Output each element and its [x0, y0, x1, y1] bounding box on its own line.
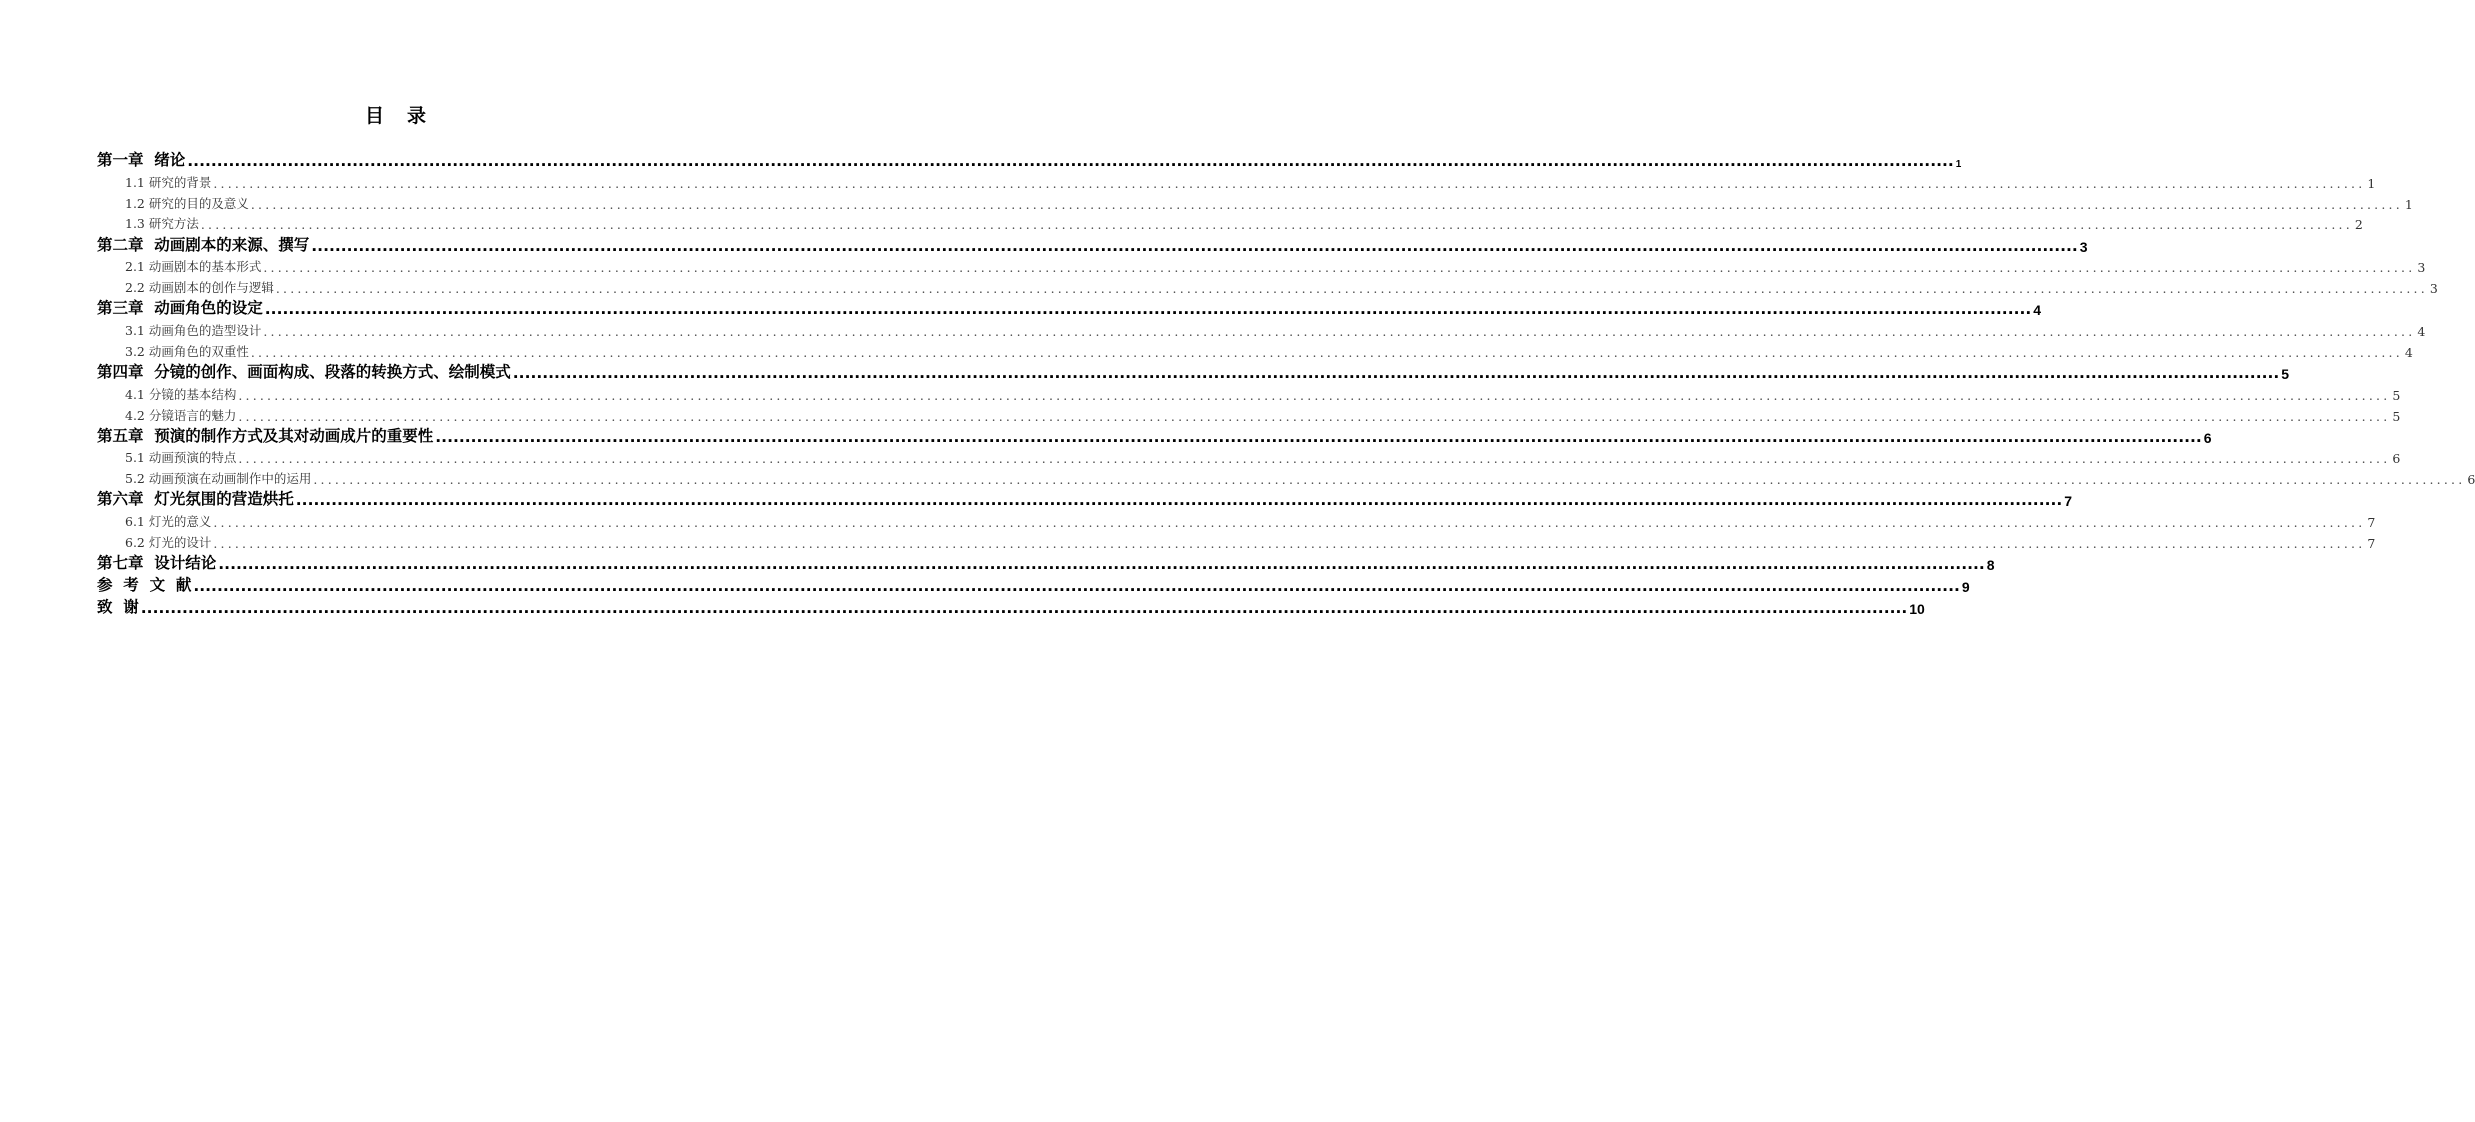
dot-leader: ............................................................................................................................................................................................................................................................................................................ [193, 577, 1960, 596]
toc-entry-label: 2.2 动画剧本的创作与逻辑 [125, 280, 274, 296]
toc-page-number: 6 [2467, 472, 2475, 488]
toc-chapter-entry[interactable] [97, 232, 2088, 255]
toc-section-entry[interactable] [97, 191, 2413, 212]
toc-page-number: 5 [2392, 408, 2401, 424]
toc-page-number: 7 [2064, 493, 2073, 510]
toc-entry-label: 5.1 动画预演的特点 [125, 450, 237, 466]
toc-entry-label: 第五章 预演的制作方式及其对动画成片的重要性 [97, 426, 434, 445]
toc-entry-label: 4.2 分镜语言的魅力 [125, 407, 237, 423]
dot-leader: ............................................................................................................................................................................................................................................................................................................ [200, 217, 2353, 233]
dot-leader: ............................................................................................................................................................................................................................................................................................................ [238, 408, 2391, 424]
toc-section-entry[interactable] [97, 212, 2363, 233]
toc-page-number: 6 [2392, 451, 2401, 467]
toc-section-entry[interactable] [97, 275, 2438, 297]
toc-page-number: 1 [2367, 175, 2376, 191]
toc-entry-label: 6.2 灯光的设计 [125, 534, 212, 550]
toc-section-entry[interactable] [97, 318, 2426, 340]
dot-leader: ............................................................................................................................................................................................................................................................................................................ [187, 152, 1954, 171]
toc-entry-label: 第三章 动画角色的设定 [97, 299, 263, 318]
toc-section-entry[interactable] [97, 403, 2401, 424]
toc-page-number: 3 [2079, 238, 2088, 255]
toc-entry-label: 2.1 动画剧本的基本形式 [125, 259, 262, 275]
toc-section-entry[interactable] [97, 466, 2475, 488]
toc-chapter-entry[interactable] [97, 573, 1970, 596]
toc-entry-label: 第一章 绪论 [97, 151, 186, 170]
dot-leader: ............................................................................................................................................................................................................................................................................................................ [218, 555, 1985, 574]
toc-entry-label: 1.3 研究方法 [125, 216, 199, 232]
toc-page-number: 7 [2367, 515, 2376, 531]
toc-page-number: 4 [2417, 324, 2426, 340]
toc-page-number: 1 [1955, 159, 1962, 171]
toc-page-number: 4 [2404, 344, 2413, 360]
toc-page-number: 5 [2392, 387, 2401, 403]
dot-leader: ............................................................................................................................................................................................................................................................................................................ [238, 387, 2391, 403]
toc-page-number: 2 [2354, 217, 2363, 233]
toc-entry-label: 5.2 动画预演在动画制作中的运用 [125, 471, 312, 487]
toc-section-entry[interactable] [97, 446, 2401, 467]
toc-chapter-entry[interactable] [97, 296, 2042, 319]
dot-leader: ............................................................................................................................................................................................................................................................................................................ [435, 427, 2202, 446]
dot-leader: ............................................................................................................................................................................................................................................................................................................ [250, 196, 2403, 212]
toc-entry-label: 3.2 动画角色的双重性 [125, 343, 249, 359]
toc-page-number: 8 [1986, 557, 1995, 574]
dot-leader: ............................................................................................................................................................................................................................................................................................................ [295, 491, 2063, 510]
toc-page-number: 9 [1961, 579, 1970, 596]
dot-leader: ............................................................................................................................................................................................................................................................................................................ [140, 599, 1908, 618]
toc-entry-label: 参 考 文 献 [97, 576, 192, 595]
dot-leader: ............................................................................................................................................................................................................................................................................................................ [250, 344, 2403, 360]
page-title: 目 录 [364, 105, 428, 127]
toc-list [97, 148, 2475, 618]
toc-section-entry[interactable] [97, 170, 2376, 191]
toc-page-number: 1 [2404, 196, 2413, 212]
toc-section-entry[interactable] [97, 509, 2376, 531]
toc-page-number: 6 [2203, 429, 2212, 446]
toc-page-number: 3 [2417, 260, 2426, 276]
toc-entry-label: 第七章 设计结论 [97, 554, 217, 573]
toc-entry-label: 3.1 动画角色的造型设计 [125, 323, 262, 339]
toc-section-entry[interactable] [97, 382, 2401, 403]
toc-entry-label: 6.1 灯光的意义 [125, 514, 212, 530]
toc-entry-label: 第二章 动画剧本的来源、撰写 [97, 235, 310, 254]
toc-section-entry[interactable] [97, 255, 2426, 276]
dot-leader: ............................................................................................................................................................................................................................................................................................................ [512, 363, 2280, 382]
toc-chapter-entry[interactable] [97, 595, 1925, 618]
dot-leader: ............................................................................................................................................................................................................................................................................................................ [264, 300, 2032, 319]
toc-chapter-entry[interactable] [97, 424, 2212, 446]
toc-chapter-entry[interactable] [97, 551, 1995, 574]
toc-chapter-entry[interactable] [97, 487, 2073, 510]
toc-section-entry[interactable] [97, 339, 2413, 360]
toc-entry-label: 第六章 灯光氛围的营造烘托 [97, 490, 294, 509]
dot-leader: ............................................................................................................................................................................................................................................................................................................ [313, 472, 2466, 488]
dot-leader: ............................................................................................................................................................................................................................................................................................................ [275, 281, 2428, 297]
dot-leader: ............................................................................................................................................................................................................................................................................................................ [263, 260, 2416, 276]
toc-entry-label: 4.1 分镜的基本结构 [125, 386, 237, 402]
dot-leader: ............................................................................................................................................................................................................................................................................................................ [213, 535, 2366, 551]
toc-section-entry[interactable] [97, 530, 2376, 551]
toc-page-number: 4 [2033, 302, 2042, 319]
dot-leader: ............................................................................................................................................................................................................................................................................................................ [311, 236, 2078, 255]
toc-chapter-entry[interactable] [97, 148, 1962, 171]
toc-entry-label: 致 谢 [97, 598, 139, 617]
toc-page-number: 5 [2281, 365, 2290, 382]
toc-chapter-entry[interactable] [97, 360, 2290, 382]
toc-page-number: 10 [1909, 601, 1925, 618]
dot-leader: ............................................................................................................................................................................................................................................................................................................ [213, 515, 2366, 531]
toc-entry-label: 第四章 分镜的创作、画面构成、段落的转换方式、绘制模式 [97, 362, 511, 381]
toc-page-number: 3 [2429, 281, 2438, 297]
dot-leader: ............................................................................................................................................................................................................................................................................................................ [263, 324, 2416, 340]
dot-leader: ............................................................................................................................................................................................................................................................................................................ [213, 175, 2366, 191]
dot-leader: ............................................................................................................................................................................................................................................................................................................ [238, 451, 2391, 467]
toc-page-number: 7 [2367, 535, 2376, 551]
toc-entry-label: 1.1 研究的背景 [125, 174, 212, 190]
toc-entry-label: 1.2 研究的目的及意义 [125, 195, 249, 211]
